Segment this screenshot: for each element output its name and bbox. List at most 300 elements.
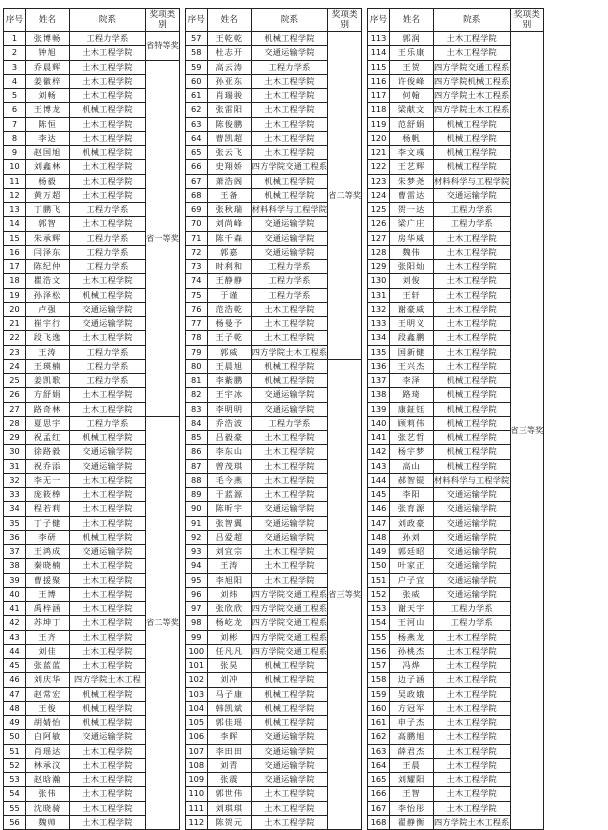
student-name: 方冠军 <box>390 701 434 715</box>
row-number: 12 <box>4 188 26 202</box>
student-name: 房华威 <box>390 231 434 245</box>
department: 交通运输学院 <box>251 245 328 259</box>
row-number: 47 <box>4 687 26 701</box>
row-number: 52 <box>4 758 26 772</box>
department: 土木工程学院 <box>70 188 146 202</box>
department: 机械工程学院 <box>70 103 146 117</box>
student-name: 王乐康 <box>390 46 434 60</box>
row-number: 160 <box>368 701 390 715</box>
header-no: 序号 <box>185 9 207 32</box>
row-number: 134 <box>368 331 390 345</box>
department: 交通运输学院 <box>251 773 328 787</box>
department: 机械工程学院 <box>70 146 146 160</box>
department: 土木工程学院 <box>70 815 146 829</box>
student-name: 郭威 <box>207 345 251 359</box>
row-number: 27 <box>4 402 26 416</box>
student-name: 段鑫鹏 <box>390 331 434 345</box>
student-name: 李田田 <box>207 744 251 758</box>
table-row <box>4 32 180 46</box>
department: 土木工程学院 <box>70 644 146 658</box>
row-number: 114 <box>368 46 390 60</box>
department: 交通运输学院 <box>434 516 511 530</box>
department: 土木工程学院 <box>434 673 511 687</box>
department: 机械工程学院 <box>434 117 511 131</box>
department: 机械工程学院 <box>434 416 511 430</box>
row-number: 96 <box>185 587 207 601</box>
student-name: 孙泽松 <box>26 288 70 302</box>
row-number: 131 <box>368 288 390 302</box>
row-number: 2 <box>4 46 26 60</box>
department: 机械工程学院 <box>434 160 511 174</box>
department: 土木工程学院 <box>251 146 328 160</box>
table-row <box>4 60 180 74</box>
student-name: 刘宜宗 <box>207 545 251 559</box>
department: 土木工程学院 <box>434 701 511 715</box>
row-number: 147 <box>368 516 390 530</box>
student-name: 任凡凡 <box>207 644 251 658</box>
department: 工程力学系 <box>70 231 146 245</box>
row-number: 108 <box>185 758 207 772</box>
award-category: 省三等奖 <box>328 359 362 829</box>
roster-table-2 <box>185 8 362 830</box>
department: 土木工程学院 <box>434 288 511 302</box>
row-number: 101 <box>185 659 207 673</box>
department: 交通运输学院 <box>70 445 146 459</box>
department: 机械工程学院 <box>434 131 511 145</box>
student-name: 王涛 <box>207 559 251 573</box>
student-name: 康鉦钰 <box>390 402 434 416</box>
student-name: 刘冲 <box>207 673 251 687</box>
row-number: 5 <box>4 89 26 103</box>
department: 土木工程学院 <box>251 473 328 487</box>
award-category: 省二等奖 <box>328 32 362 360</box>
row-number: 99 <box>185 630 207 644</box>
student-name: 萧浩阁 <box>207 174 251 188</box>
department: 土木工程学院 <box>434 787 511 801</box>
row-number: 13 <box>4 203 26 217</box>
row-number: 115 <box>368 60 390 74</box>
row-number: 83 <box>185 402 207 416</box>
student-name: 王艺辉 <box>390 160 434 174</box>
roster-table-3 <box>367 8 544 830</box>
row-number: 44 <box>4 644 26 658</box>
department: 四方学院交通工程系 <box>251 630 328 644</box>
row-number: 158 <box>368 673 390 687</box>
row-number: 31 <box>4 459 26 473</box>
row-number: 64 <box>185 131 207 145</box>
row-number: 113 <box>368 32 390 46</box>
row-number: 32 <box>4 473 26 487</box>
row-number: 86 <box>185 445 207 459</box>
student-name: 魏帅 <box>26 815 70 829</box>
student-name: 禹梓涵 <box>26 602 70 616</box>
row-number: 34 <box>4 502 26 516</box>
department: 土木工程学院 <box>70 801 146 815</box>
department: 交通运输学院 <box>251 388 328 402</box>
student-name: 李怡彤 <box>390 801 434 815</box>
student-name: 梁广庄 <box>390 217 434 231</box>
department: 交通运输学院 <box>251 516 328 530</box>
student-name: 肖瑞骏 <box>207 89 251 103</box>
student-name: 张秋瑞 <box>207 203 251 217</box>
student-name: 王齐 <box>26 630 70 644</box>
row-number: 54 <box>4 787 26 801</box>
row-number: 97 <box>185 602 207 616</box>
department: 土木工程学院 <box>70 331 146 345</box>
row-number: 82 <box>185 388 207 402</box>
student-name: 张阳灿 <box>390 260 434 274</box>
student-name: 赵国旭 <box>26 146 70 160</box>
row-number: 66 <box>185 160 207 174</box>
row-number: 7 <box>4 117 26 131</box>
department: 土木工程学院 <box>70 758 146 772</box>
table-row <box>368 32 544 46</box>
row-number: 157 <box>368 659 390 673</box>
student-name: 李旭阳 <box>207 573 251 587</box>
row-number: 89 <box>185 488 207 502</box>
department: 四方学院土木工程系 <box>434 815 511 829</box>
student-name: 李东山 <box>207 445 251 459</box>
department: 土木工程学院 <box>70 174 146 188</box>
department: 交通运输学院 <box>434 530 511 544</box>
student-name: 杨燕龙 <box>390 630 434 644</box>
department: 交通运输学院 <box>70 317 146 331</box>
student-name: 国新健 <box>390 345 434 359</box>
student-name: 王俊 <box>26 701 70 715</box>
header-dept: 院系 <box>251 9 328 32</box>
student-name: 祝孟红 <box>26 431 70 445</box>
student-name: 赵常宏 <box>26 687 70 701</box>
row-number: 50 <box>4 730 26 744</box>
department: 材料科学与工程学院 <box>251 203 328 217</box>
student-name: 谢天宇 <box>390 602 434 616</box>
department: 土木工程学院 <box>434 773 511 787</box>
department: 交通运输学院 <box>251 402 328 416</box>
department: 土木工程学院 <box>434 359 511 373</box>
row-number: 25 <box>4 374 26 388</box>
header-name: 姓名 <box>207 9 251 32</box>
department: 土木工程学院 <box>251 74 328 88</box>
student-name: 贺一达 <box>390 203 434 217</box>
department: 机械工程学院 <box>70 716 146 730</box>
student-name: 张欣欣 <box>207 602 251 616</box>
student-name: 张智翼 <box>207 516 251 530</box>
department: 工程力学系 <box>251 288 328 302</box>
row-number: 161 <box>368 716 390 730</box>
row-number: 57 <box>185 32 207 46</box>
department: 交通运输学院 <box>434 545 511 559</box>
student-name: 户子宜 <box>390 573 434 587</box>
row-number: 151 <box>368 573 390 587</box>
student-name: 吕爱超 <box>207 530 251 544</box>
row-number: 81 <box>185 374 207 388</box>
header-dept: 院系 <box>70 9 146 32</box>
header-name: 姓名 <box>390 9 434 32</box>
student-name: 王子乾 <box>207 331 251 345</box>
row-number: 49 <box>4 716 26 730</box>
row-number: 65 <box>185 146 207 160</box>
student-name: 闫泽东 <box>26 245 70 259</box>
student-name: 冯烨 <box>390 659 434 673</box>
student-name: 翟静衡 <box>390 815 434 829</box>
row-number: 145 <box>368 488 390 502</box>
row-number: 123 <box>368 174 390 188</box>
row-number: 122 <box>368 160 390 174</box>
student-name: 郝智锟 <box>390 473 434 487</box>
student-name: 李达 <box>26 131 70 145</box>
student-name: 黄万超 <box>26 188 70 202</box>
student-name: 张蓝蓝 <box>26 659 70 673</box>
student-name: 叶家正 <box>390 559 434 573</box>
department: 土木工程学院 <box>251 488 328 502</box>
department: 四方学院交通工程系 <box>251 160 328 174</box>
row-number: 116 <box>368 74 390 88</box>
student-name: 刘庆华 <box>26 673 70 687</box>
department: 工程力学系 <box>434 217 511 231</box>
student-name: 许俊峰 <box>390 74 434 88</box>
student-name: 高云涛 <box>207 60 251 74</box>
student-name: 丁子健 <box>26 516 70 530</box>
department: 机械工程学院 <box>434 402 511 416</box>
row-number: 117 <box>368 89 390 103</box>
student-name: 薛君杰 <box>390 744 434 758</box>
department: 机械工程学院 <box>70 431 146 445</box>
department: 工程力学系 <box>251 260 328 274</box>
header-name: 姓名 <box>26 9 70 32</box>
student-name: 李晖 <box>207 730 251 744</box>
row-number: 77 <box>185 317 207 331</box>
header-no: 序号 <box>4 9 26 32</box>
row-number: 137 <box>368 374 390 388</box>
student-name: 王静静 <box>207 274 251 288</box>
student-name: 程若莉 <box>26 502 70 516</box>
row-number: 166 <box>368 787 390 801</box>
student-name: 陈俊鹏 <box>207 117 251 131</box>
student-name: 王乾乾 <box>207 32 251 46</box>
department: 土木工程学院 <box>434 716 511 730</box>
row-number: 58 <box>185 46 207 60</box>
student-name: 刘鑫林 <box>26 160 70 174</box>
department: 土木工程学院 <box>70 117 146 131</box>
row-number: 87 <box>185 459 207 473</box>
header-award: 奖项类别 <box>146 9 180 32</box>
department: 土木工程学院 <box>251 787 328 801</box>
row-number: 21 <box>4 317 26 331</box>
row-number: 109 <box>185 773 207 787</box>
row-number: 163 <box>368 744 390 758</box>
student-name: 郭佳瑶 <box>207 716 251 730</box>
row-number: 41 <box>4 602 26 616</box>
row-number: 153 <box>368 602 390 616</box>
department: 土木工程学院 <box>434 302 511 316</box>
department: 工程力学系 <box>70 32 146 46</box>
row-number: 150 <box>368 559 390 573</box>
row-number: 124 <box>368 188 390 202</box>
row-number: 168 <box>368 815 390 829</box>
department: 交通运输学院 <box>70 730 146 744</box>
student-name: 祝乔添 <box>26 459 70 473</box>
row-number: 45 <box>4 659 26 673</box>
department: 土木工程学院 <box>434 345 511 359</box>
department: 机械工程学院 <box>251 188 328 202</box>
department: 工程力学系 <box>434 602 511 616</box>
student-name: 沈晓骑 <box>26 801 70 815</box>
student-name: 孙桃杰 <box>390 644 434 658</box>
student-name: 王博 <box>26 587 70 601</box>
row-number: 136 <box>368 359 390 373</box>
row-number: 100 <box>185 644 207 658</box>
student-name: 徐路毅 <box>26 445 70 459</box>
student-name: 张昊 <box>207 659 251 673</box>
row-number: 105 <box>185 716 207 730</box>
row-number: 84 <box>185 416 207 430</box>
row-number: 75 <box>185 288 207 302</box>
department: 机械工程学院 <box>434 388 511 402</box>
row-number: 55 <box>4 801 26 815</box>
student-name: 刘耀阳 <box>390 773 434 787</box>
department: 工程力学系 <box>251 60 328 74</box>
student-name: 于谨 <box>207 288 251 302</box>
student-name: 张威 <box>390 587 434 601</box>
row-number: 1 <box>4 32 26 46</box>
department: 工程力学系 <box>434 203 511 217</box>
department: 土木工程学院 <box>70 630 146 644</box>
department: 机械工程学院 <box>434 146 511 160</box>
student-name: 庞筱棒 <box>26 488 70 502</box>
student-name: 吕毅豪 <box>207 431 251 445</box>
table-row <box>185 359 361 373</box>
row-number: 144 <box>368 473 390 487</box>
department: 工程力学系 <box>434 616 511 630</box>
department: 工程力学系 <box>70 345 146 359</box>
row-number: 98 <box>185 616 207 630</box>
student-name: 陈千森 <box>207 231 251 245</box>
row-number: 10 <box>4 160 26 174</box>
row-number: 40 <box>4 587 26 601</box>
award-category: 省三等奖 <box>510 32 544 830</box>
department: 四方学院土木工程 <box>70 673 146 687</box>
department: 工程力学系 <box>70 245 146 259</box>
department: 四方学院土木工程系 <box>434 103 511 117</box>
row-number: 69 <box>185 203 207 217</box>
department: 机械工程学院 <box>434 374 511 388</box>
header-row <box>185 9 361 32</box>
header-no: 序号 <box>368 9 390 32</box>
department: 材料科学与工程学院 <box>434 473 511 487</box>
student-name: 张雷阳 <box>207 103 251 117</box>
department: 机械工程学院 <box>251 174 328 188</box>
row-number: 91 <box>185 516 207 530</box>
row-number: 107 <box>185 744 207 758</box>
student-name: 陈昕宇 <box>207 502 251 516</box>
row-number: 11 <box>4 174 26 188</box>
student-name: 时利和 <box>207 260 251 274</box>
department: 材料科学与工程学院 <box>434 174 511 188</box>
row-number: 149 <box>368 545 390 559</box>
student-name: 郭世伟 <box>207 787 251 801</box>
department: 四方学院机械工程系 <box>434 74 511 88</box>
row-number: 24 <box>4 359 26 373</box>
row-number: 36 <box>4 530 26 544</box>
student-name: 郭智 <box>26 217 70 231</box>
department: 机械工程学院 <box>251 659 328 673</box>
department: 机械工程学院 <box>434 459 511 473</box>
row-number: 133 <box>368 317 390 331</box>
table-row <box>4 416 180 430</box>
department: 土木工程学院 <box>251 559 328 573</box>
student-name: 韩凯斌 <box>207 701 251 715</box>
student-name: 杜志开 <box>207 46 251 60</box>
row-number: 42 <box>4 616 26 630</box>
student-name: 王智 <box>390 787 434 801</box>
row-number: 148 <box>368 530 390 544</box>
department: 土木工程学院 <box>434 331 511 345</box>
student-name: 王轩 <box>390 288 434 302</box>
department: 工程力学系 <box>70 203 146 217</box>
student-name: 孙刘 <box>390 530 434 544</box>
row-number: 121 <box>368 146 390 160</box>
department: 土木工程学院 <box>70 217 146 231</box>
department: 土木工程学院 <box>251 302 328 316</box>
row-number: 90 <box>185 502 207 516</box>
department: 土木工程学院 <box>251 545 328 559</box>
row-number: 59 <box>185 60 207 74</box>
row-number: 9 <box>4 146 26 160</box>
row-number: 16 <box>4 245 26 259</box>
department: 土木工程学院 <box>434 659 511 673</box>
row-number: 18 <box>4 274 26 288</box>
department: 土木工程学院 <box>434 46 511 60</box>
student-name: 钟旭 <box>26 46 70 60</box>
row-number: 72 <box>185 245 207 259</box>
student-name: 张震 <box>207 773 251 787</box>
row-number: 23 <box>4 345 26 359</box>
row-number: 165 <box>368 773 390 787</box>
department: 机械工程学院 <box>251 673 328 687</box>
row-number: 141 <box>368 431 390 445</box>
row-number: 29 <box>4 431 26 445</box>
department: 机械工程学院 <box>70 530 146 544</box>
student-name: 顾莉伟 <box>390 416 434 430</box>
student-name: 朱梦尧 <box>390 174 434 188</box>
department: 土木工程学院 <box>434 801 511 815</box>
department: 四方学院土木工程系 <box>251 345 328 359</box>
department: 土木工程学院 <box>70 516 146 530</box>
row-number: 143 <box>368 459 390 473</box>
department: 土木工程学院 <box>434 245 511 259</box>
student-name: 郭廷昭 <box>390 545 434 559</box>
row-number: 110 <box>185 787 207 801</box>
department: 土木工程学院 <box>251 459 328 473</box>
student-name: 赵晗瀚 <box>26 773 70 787</box>
row-number: 95 <box>185 573 207 587</box>
student-name: 瞿浩文 <box>26 274 70 288</box>
department: 土木工程学院 <box>70 473 146 487</box>
row-number: 129 <box>368 260 390 274</box>
student-name: 高山 <box>390 459 434 473</box>
student-name: 杨宇梦 <box>390 445 434 459</box>
row-number: 138 <box>368 388 390 402</box>
student-name: 王明义 <box>390 317 434 331</box>
department: 工程力学系 <box>251 274 328 288</box>
row-number: 53 <box>4 773 26 787</box>
row-number: 33 <box>4 488 26 502</box>
student-name: 王兴杰 <box>390 359 434 373</box>
student-name: 于蓝源 <box>207 488 251 502</box>
department: 交通运输学院 <box>251 744 328 758</box>
department: 交通运输学院 <box>251 231 328 245</box>
student-name: 李明明 <box>207 402 251 416</box>
